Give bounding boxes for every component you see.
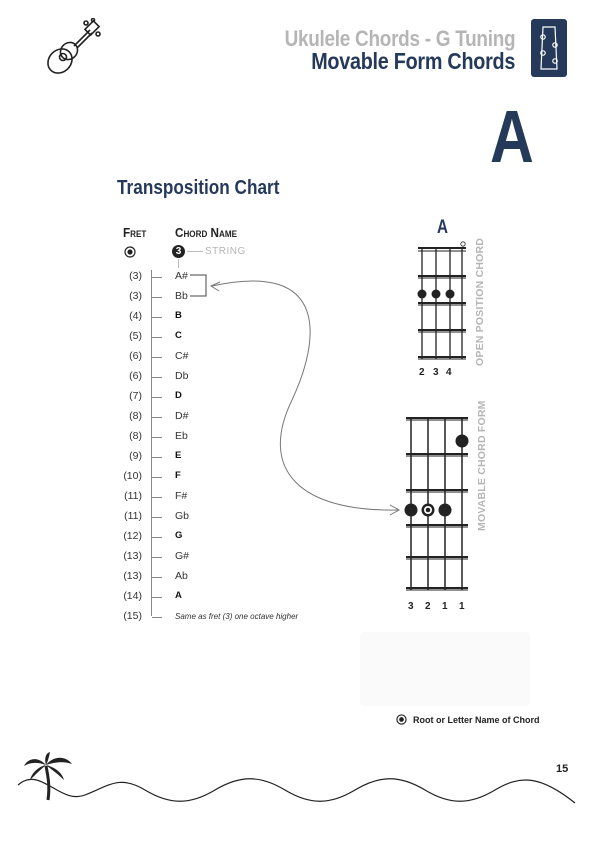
chord-name: G bbox=[175, 530, 183, 541]
root-legend-icon bbox=[396, 714, 407, 725]
string-number: 3 bbox=[175, 246, 182, 257]
fret-value: (4) bbox=[129, 310, 142, 322]
fret-value: (13) bbox=[123, 550, 142, 562]
fret-value: (7) bbox=[129, 390, 142, 402]
page-subtitle: Movable Form Chords bbox=[311, 48, 515, 74]
fret-value: (15) bbox=[123, 610, 142, 622]
octave-note: Same as fret (3) one octave higher bbox=[175, 612, 299, 621]
movable-finger-4: 1 bbox=[459, 601, 465, 612]
blank-panel bbox=[360, 632, 530, 706]
fret-value: (11) bbox=[124, 490, 142, 502]
chord-name: F bbox=[175, 470, 181, 481]
movable-finger-2: 2 bbox=[425, 601, 431, 612]
string-label: STRING bbox=[205, 246, 246, 257]
movable-chord-label: MOVABLE CHORD FORM bbox=[476, 400, 488, 531]
fret-value: (6) bbox=[129, 350, 142, 362]
fret-value: (14) bbox=[123, 590, 142, 602]
movable-chord-diagram bbox=[402, 412, 472, 600]
fret-value: (12) bbox=[123, 530, 142, 542]
fret-value: (10) bbox=[123, 470, 142, 482]
chord-name: Ab bbox=[175, 570, 188, 582]
fret-value: (3) bbox=[129, 290, 142, 302]
chord-name: A bbox=[175, 590, 182, 601]
chord-name: A# bbox=[175, 270, 188, 282]
legend-text: Root or Letter Name of Chord bbox=[413, 715, 540, 725]
fret-value: (8) bbox=[129, 410, 142, 422]
fret-column-header: Fret bbox=[123, 225, 147, 240]
chart-title: Transposition Chart bbox=[117, 177, 280, 199]
fret-value: (5) bbox=[129, 330, 142, 342]
chord-name: Db bbox=[175, 370, 189, 382]
open-finger-1: 2 bbox=[419, 367, 425, 378]
fret-value: (3) bbox=[129, 270, 142, 282]
fret-value: (13) bbox=[123, 570, 142, 582]
open-chord-name: A bbox=[437, 217, 448, 238]
fret-value: (6) bbox=[129, 370, 142, 382]
chord-name: Eb bbox=[175, 430, 188, 442]
section-letter: A bbox=[490, 95, 534, 178]
palm-tree-icon bbox=[20, 752, 76, 802]
chord-name: C# bbox=[175, 350, 189, 362]
open-chord-label: OPEN POSITION CHORD bbox=[474, 237, 486, 366]
chord-name: B bbox=[175, 310, 182, 321]
chord-name: Bb bbox=[175, 290, 188, 302]
footer-wave bbox=[0, 745, 595, 815]
fret-value: (8) bbox=[129, 430, 142, 442]
movable-finger-1: 3 bbox=[408, 601, 414, 612]
chord-name: Gb bbox=[175, 510, 190, 522]
page-number: 15 bbox=[556, 763, 569, 775]
chord-name: D# bbox=[175, 410, 189, 422]
chord-name: G# bbox=[175, 550, 190, 562]
chord-name: F# bbox=[175, 490, 188, 502]
chord-name-column-header: Chord Name bbox=[175, 225, 238, 240]
book-title: Ukulele Chords - G Tuning bbox=[284, 26, 515, 51]
chord-name: C bbox=[175, 330, 182, 341]
fret-value: (11) bbox=[124, 510, 142, 522]
fret-value: (9) bbox=[129, 450, 142, 462]
open-finger-3: 4 bbox=[446, 367, 452, 378]
chord-name: E bbox=[175, 450, 182, 461]
open-chord-diagram bbox=[412, 238, 472, 366]
chord-name: D bbox=[175, 390, 182, 401]
movable-finger-3: 1 bbox=[442, 601, 448, 612]
open-finger-2: 3 bbox=[433, 367, 439, 378]
